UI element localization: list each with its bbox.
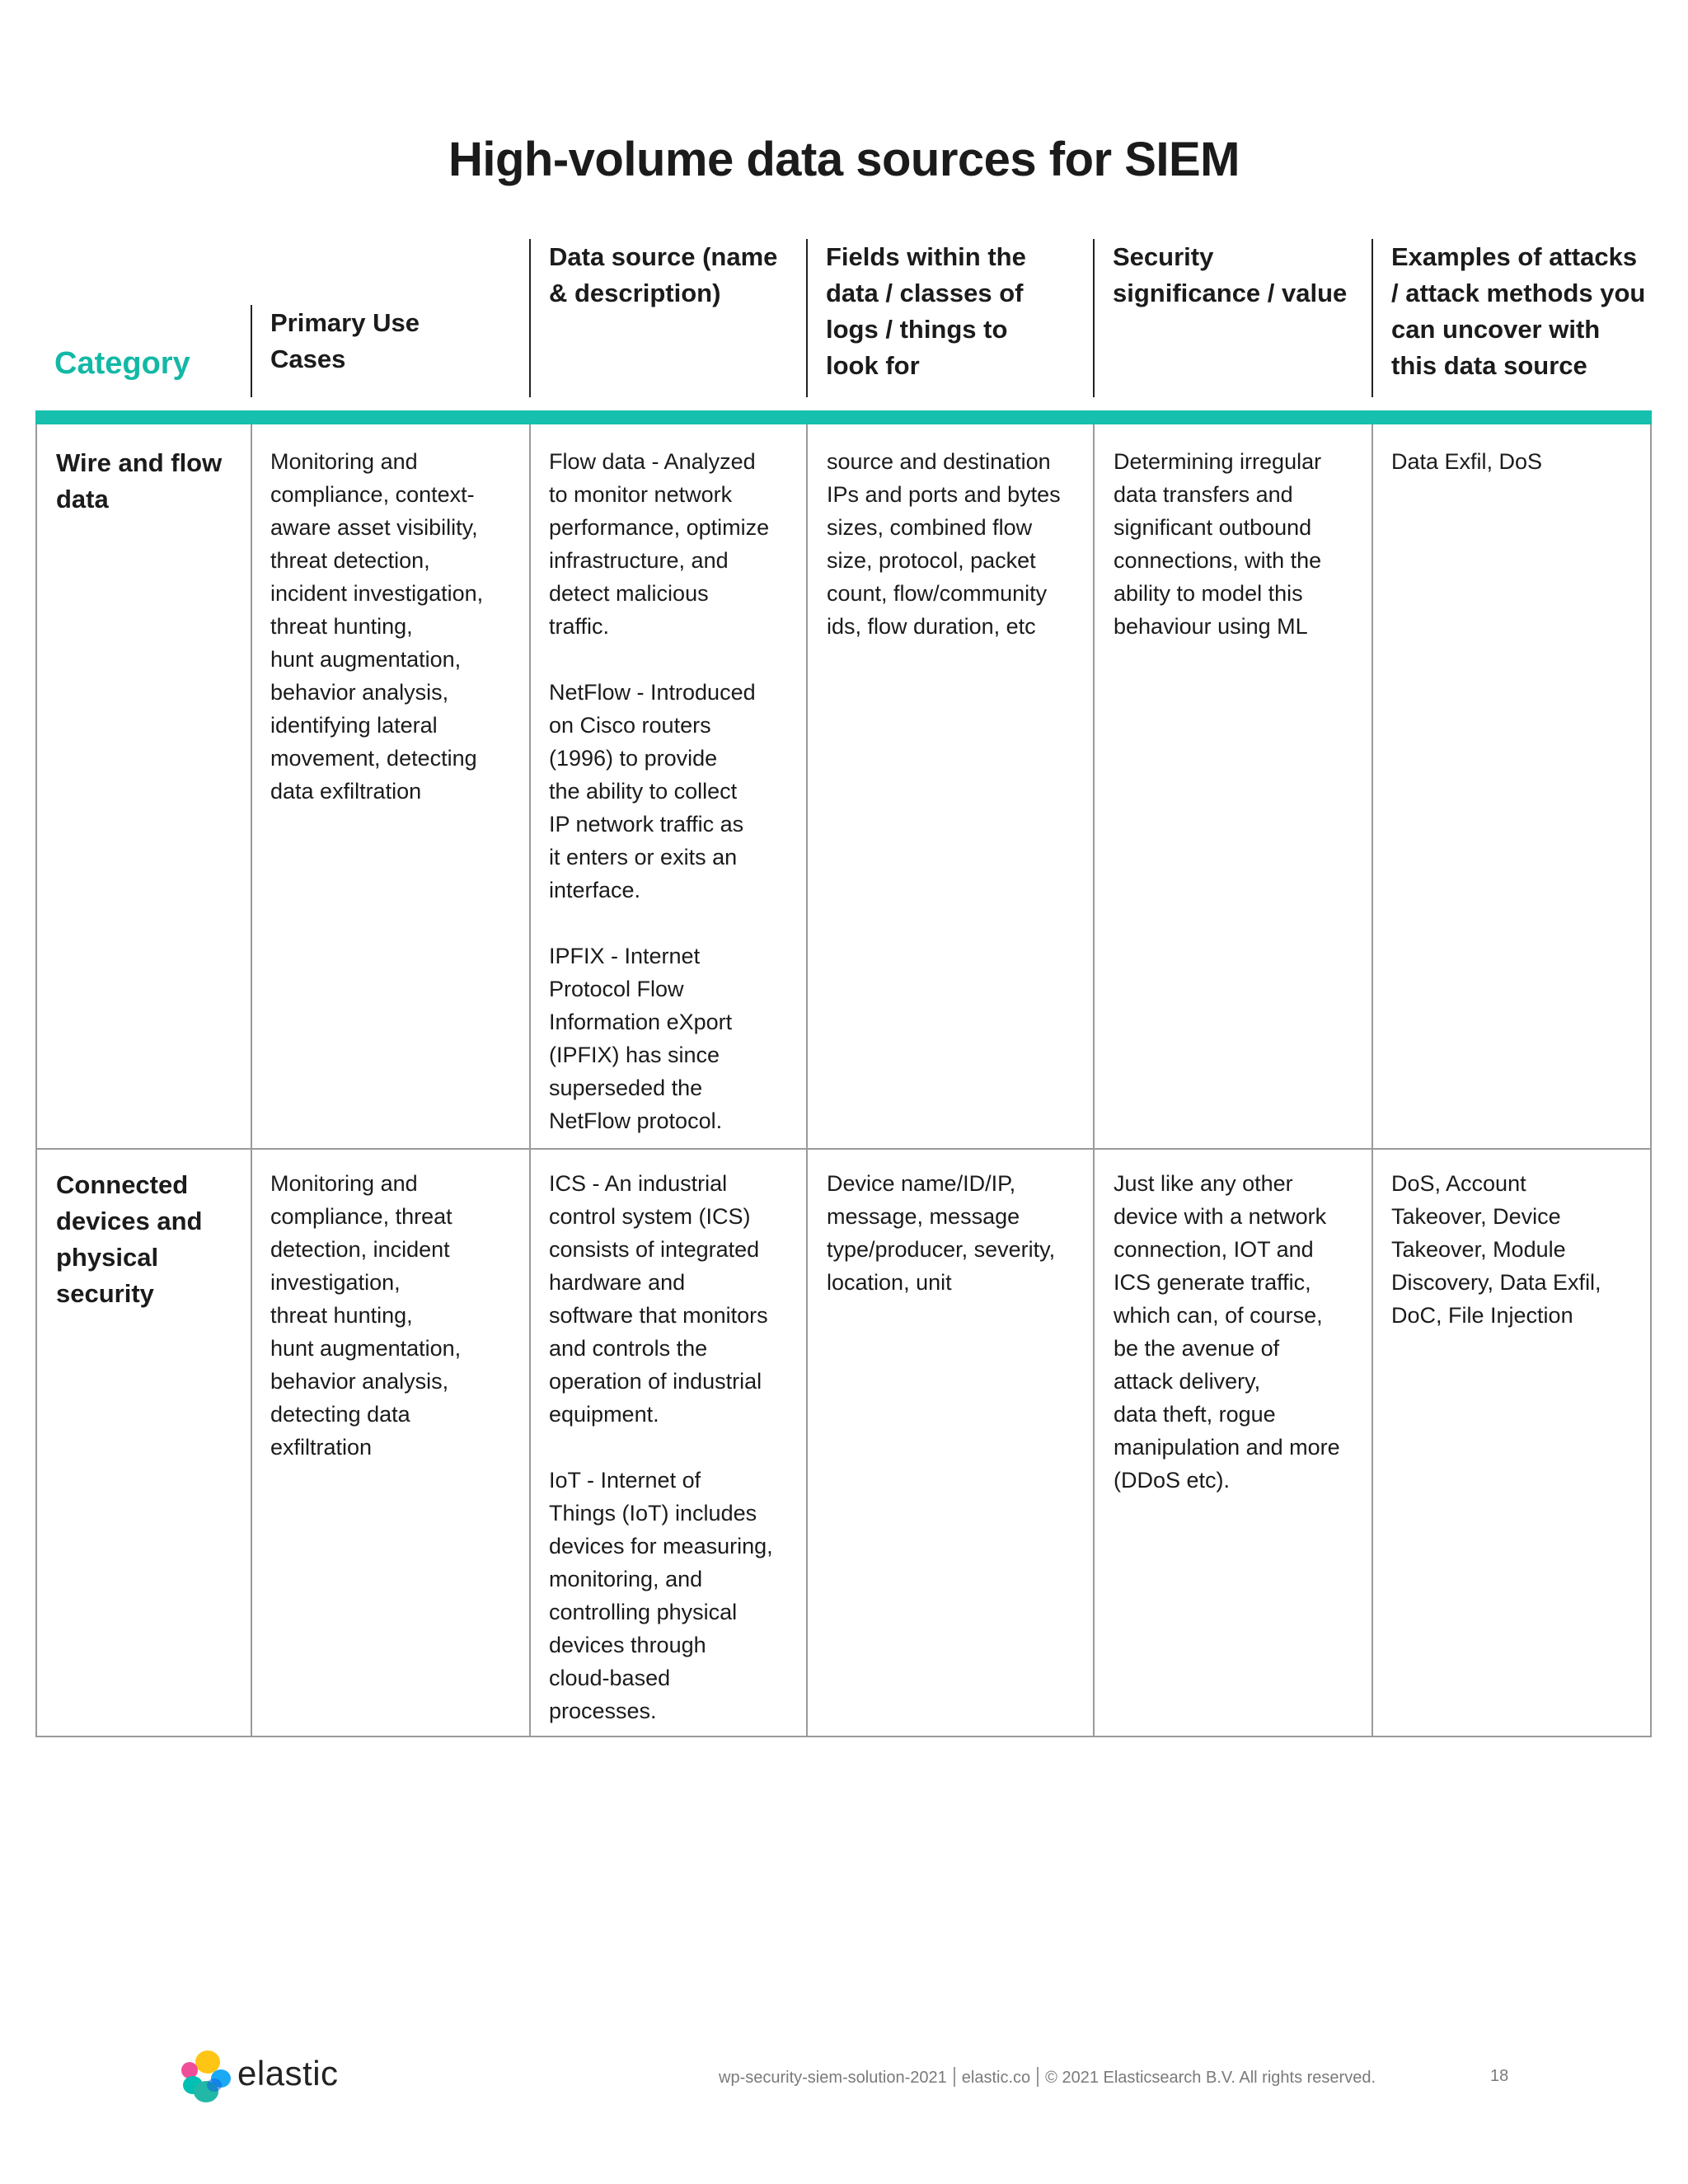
row-fields: source and destination IPs and ports and bytes sizes, combined flow size, protocol, packet count, flow/community ids, flow duration, etc [827, 449, 1061, 639]
row-attack-examples: Data Exfil, DoS [1391, 449, 1543, 474]
footer-site-link[interactable]: elastic.co [961, 2069, 1031, 2087]
footer-separator [954, 2067, 955, 2087]
header-data-source: Data source (name & description) [529, 239, 801, 397]
header-divider-bar [35, 410, 1652, 424]
row-use-cases: Monitoring and compliance, threat detection, incident investigation, threat hunting, hunt augmentation, behavior analysis, detecting data exfiltration [270, 1171, 462, 1460]
header-security-significance: Security significance / value [1093, 239, 1370, 397]
page-title: High-volume data sources for SIEM [448, 133, 1240, 186]
row-attack-examples: DoS, Account Takeover, Device Takeover, Module Discovery, Data Exfil, DoC, File Injection [1391, 1171, 1601, 1328]
row-fields: Device name/ID/IP, message, message type/producer, severity, location, unit [827, 1171, 1056, 1295]
header-fields: Fields within the data / classes of logs / things to look for [806, 239, 1086, 397]
column-divider [251, 424, 252, 1737]
footer-text [719, 2067, 1376, 2088]
row-significance: Just like any other device with a network connection, IOT and ICS generate traffic, which can, of course, be the avenue of attack delivery, data theft, rogue manipulation and more (DDoS etc). [1114, 1171, 1340, 1493]
table-border-right [1650, 424, 1652, 1737]
footer-doc-id: wp-security-siem-solution-2021 [719, 2069, 947, 2087]
header-category: Category [54, 346, 190, 381]
row-data-source: Flow data - Analyzed to monitor network performance, optimize infrastructure, and detect malicious traffic. NetFlow - Introduced on Cisco routers (1996) to provide the ability to collect IP network traffic as it enters or exits an interface. IPFIX - Internet Protocol Flow Information eXport (IPFIX) has since superseded the NetFlow protocol. [549, 449, 770, 1133]
footer-copyright: © 2021 Elasticsearch B.V. All rights reserved. [1045, 2069, 1376, 2087]
column-divider [1093, 424, 1095, 1737]
column-divider [1372, 424, 1373, 1737]
column-divider [806, 424, 808, 1737]
row-data-source: ICS - An industrial control system (ICS) consists of integrated hardware and software that monitors and controls the operation of industrial equipment. IoT - Internet of Things (IoT) includes devices for measuring, monitoring, and controlling physical devices through cloud-based processes. [549, 1171, 773, 1723]
row-use-cases: Monitoring and compliance, context- aware asset visibility, threat detection, incident investigation, threat hunting, hunt augmentation, behavior analysis, identifying lateral movement, detecting data exfiltration [270, 449, 484, 804]
elastic-logo-wordmark: elastic [237, 2054, 339, 2093]
header-primary-use-cases: Primary Use Cases [251, 305, 523, 397]
row-category: Connected devices and physical security [56, 1170, 203, 1308]
column-divider [529, 424, 531, 1737]
row-category: Wire and flow data [56, 448, 223, 513]
footer-separator [1037, 2067, 1039, 2087]
page-number: 18 [1490, 2067, 1509, 2085]
row-significance: Determining irregular data transfers and significant outbound connections, with the ability to model this behaviour using ML [1114, 449, 1322, 639]
elastic-logo-icon [176, 2049, 234, 2103]
table-border-bottom [35, 1736, 1652, 1737]
table-row-divider [35, 1148, 1652, 1150]
header-attack-examples: Examples of attacks / attack methods you can uncover with this data source [1372, 239, 1660, 397]
table-border-left [35, 424, 37, 1737]
